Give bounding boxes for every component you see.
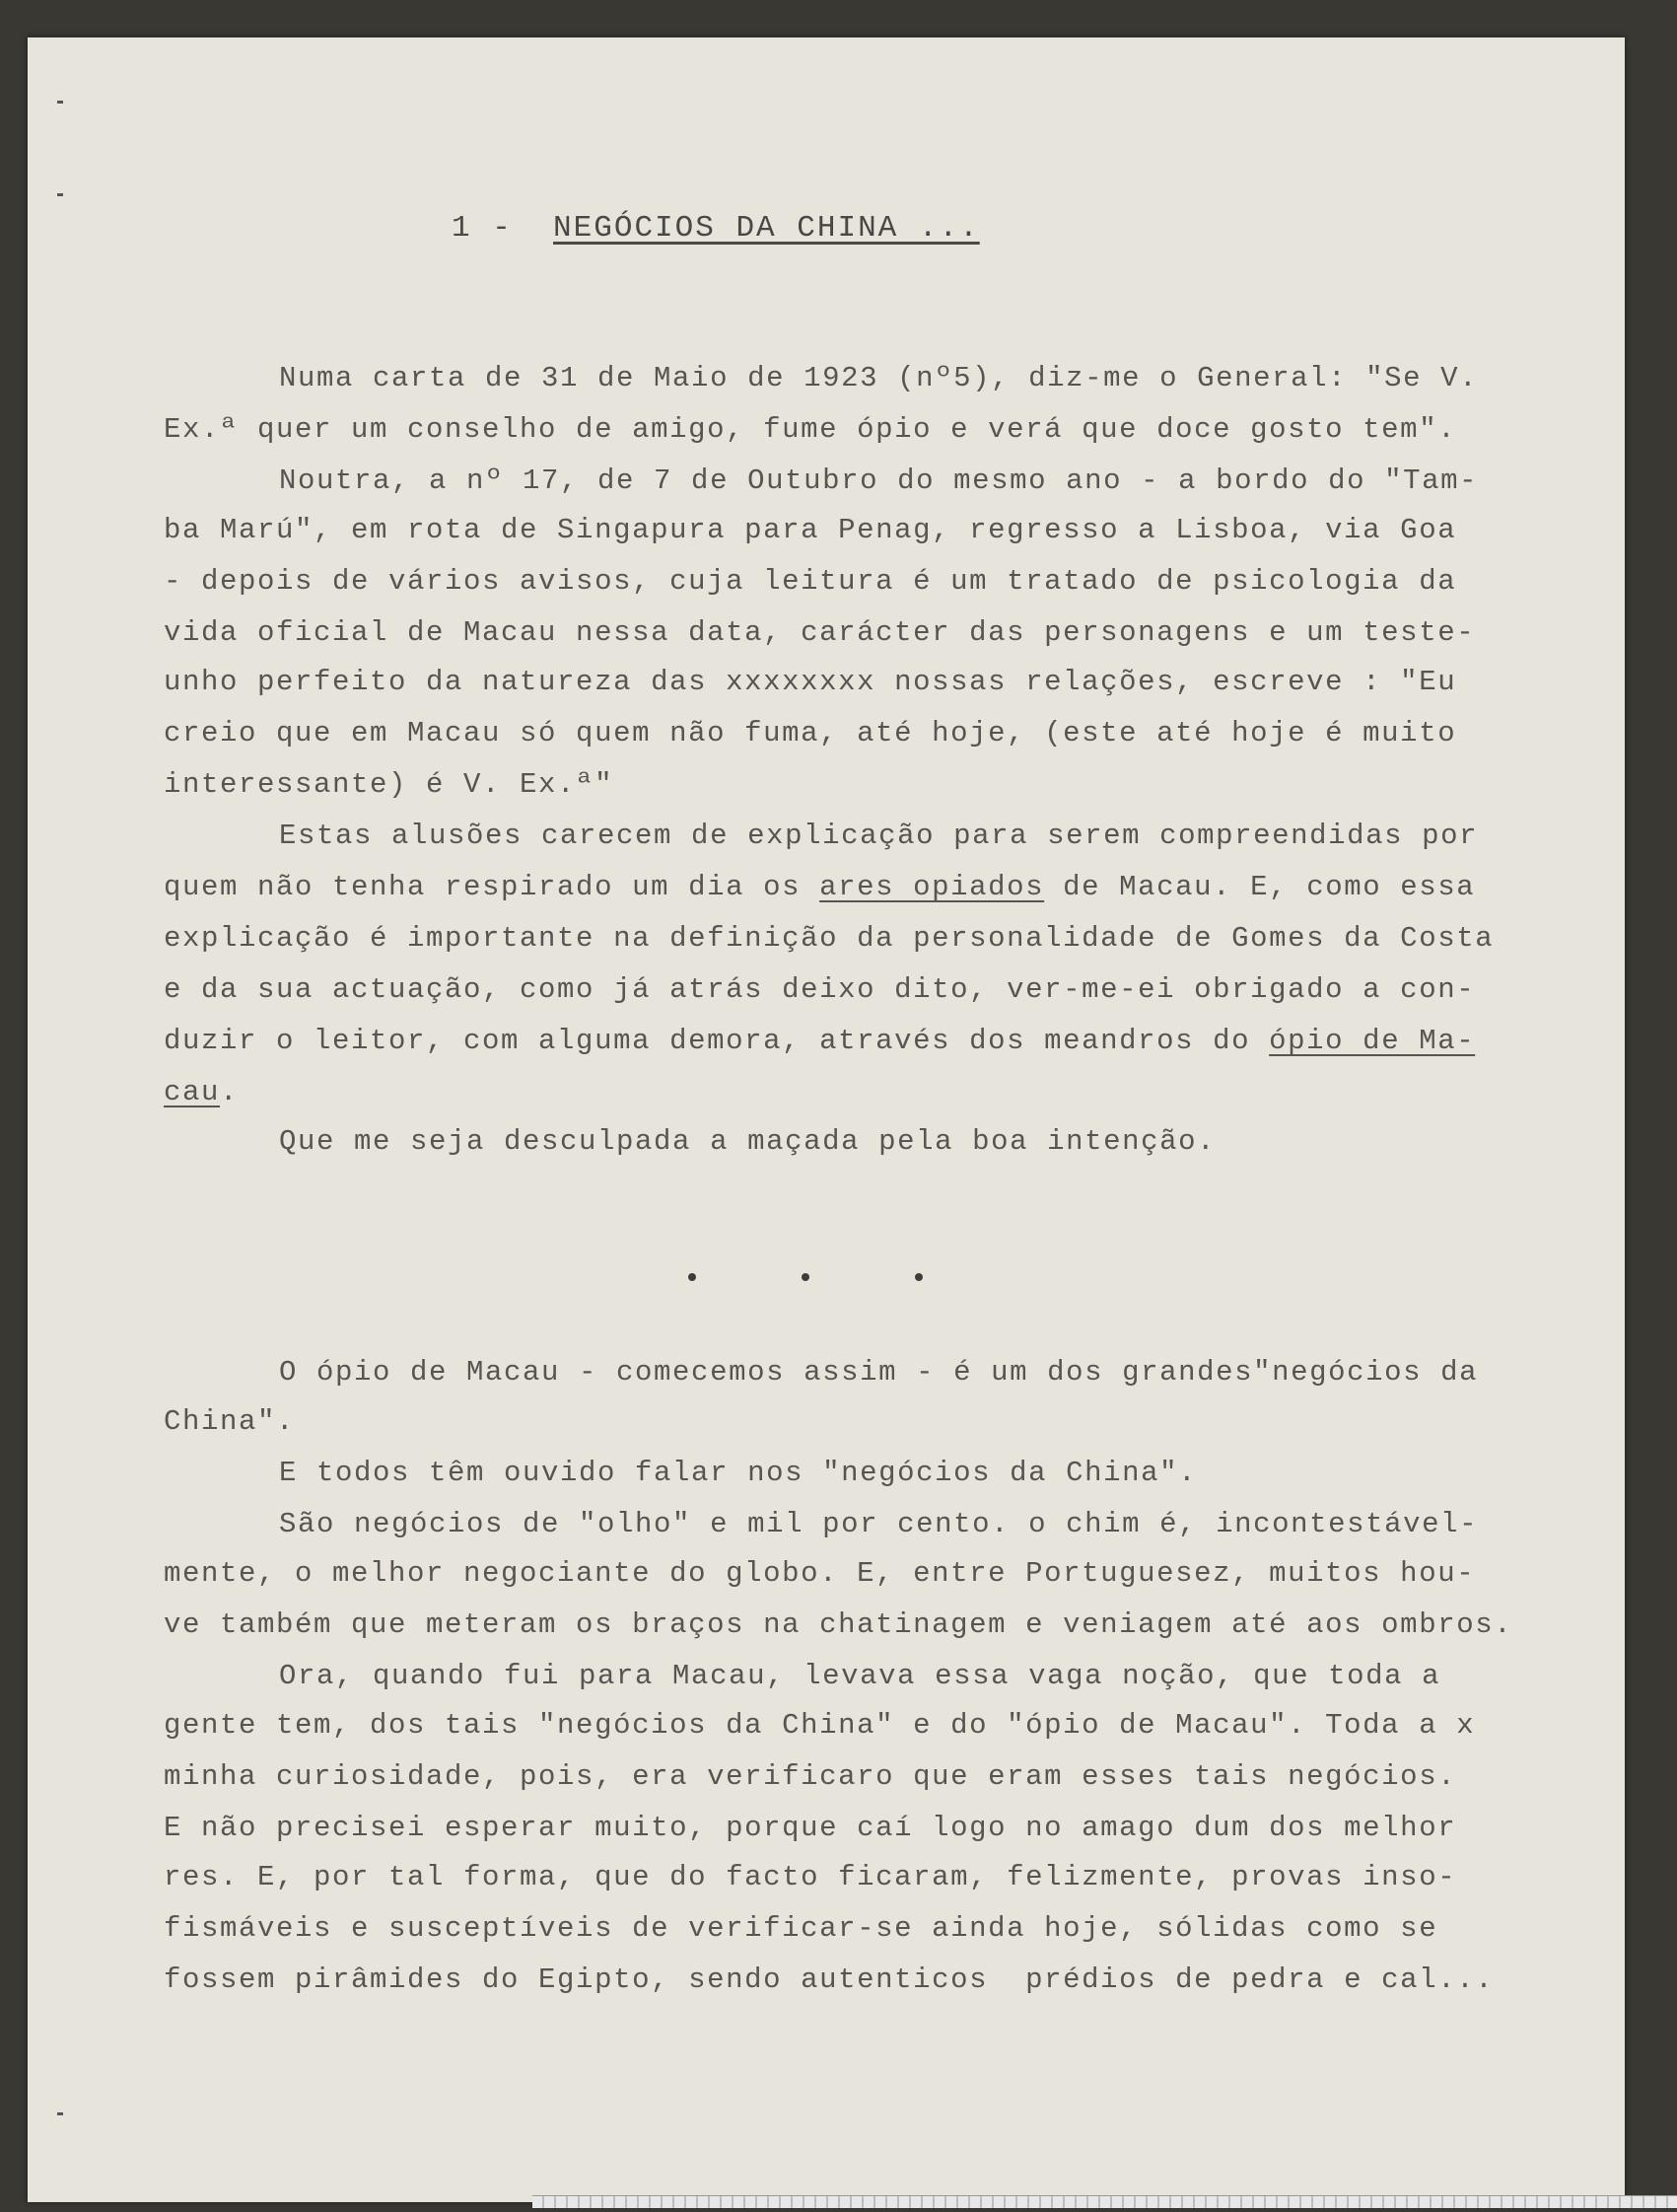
text-line: China". (164, 1405, 296, 1438)
text-fragment: de Macau. E, como essa (1044, 871, 1476, 903)
scan-ruler (532, 2195, 1677, 2208)
underlined-phrase: ares opiados (819, 871, 1045, 903)
text-line (164, 1022, 1475, 1061)
text-line: O ópio de Macau - comecemos assim - é um dos grandes"negócios da (279, 1356, 1479, 1389)
separator-dot (915, 1273, 923, 1281)
heading-title: NEGÓCIOS DA CHINA ... (553, 211, 980, 246)
chapter-heading (452, 211, 980, 246)
margin-mark (57, 2112, 63, 2115)
text-line: minha curiosidade, pois, era verificaro que eram esses tais negócios. (164, 1760, 1457, 1793)
underlined-phrase: ópio de Ma- (1269, 1025, 1476, 1057)
section-separator (659, 1273, 954, 1293)
margin-mark (57, 193, 63, 196)
text-line: fossem pirâmides do Egipto, sendo autenticos prédios de pedra e cal... (164, 1963, 1495, 1996)
text-line (164, 868, 1475, 907)
separator-dot (688, 1273, 696, 1281)
document-page (28, 37, 1625, 2202)
text-line: Numa carta de 31 de Maio de 1923 (nº5), diz-me o General: "Se V. (279, 362, 1479, 394)
text-line: E não precisei esperar muito, porque caí logo no amago dum dos melhor (164, 1812, 1457, 1844)
text-line: - depois de vários avisos, cuja leitura é um tratado de psicologia da (164, 565, 1457, 598)
text-fragment: . (220, 1076, 240, 1108)
text-line (164, 1073, 239, 1112)
text-line: Estas alusões carecem de explicação para serem compreendidas por (279, 820, 1479, 852)
underlined-phrase: cau (164, 1076, 221, 1108)
text-line: vida oficial de Macau nessa data, carácter das personagens e um teste- (164, 616, 1476, 649)
text-fragment: duzir o leitor, com alguma demora, através dos meandros do (164, 1025, 1270, 1057)
text-line: gente tem, dos tais "negócios da China" e do "ópio de Macau". Toda a x (164, 1709, 1476, 1742)
text-line: Ex.ª quer um conselho de amigo, fume ópio e verá que doce gosto tem". (164, 413, 1457, 446)
text-line: São negócios de "olho" e mil por cento. o chim é, incontestável- (279, 1508, 1479, 1540)
text-line: ba Marú", em rota de Singapura para Penag, regresso a Lisboa, via Goa (164, 514, 1457, 546)
text-line: mente, o melhor negociante do globo. E, entre Portuguesez, muitos hou- (164, 1557, 1476, 1590)
text-line: interessante) é V. Ex.ª" (164, 768, 614, 801)
text-line: E todos têm ouvido falar nos "negócios da China". (279, 1457, 1198, 1489)
text-line: fismáveis e susceptíveis de verificar-se ainda hoje, sólidas como se (164, 1912, 1438, 1945)
text-line: explicação é importante na definição da personalidade de Gomes da Costa (164, 922, 1495, 955)
heading-number: 1 - (452, 211, 513, 246)
text-line: Ora, quando fui para Macau, levava essa vaga noção, que toda a (279, 1660, 1441, 1692)
text-line: e da sua actuação, como já atrás deixo dito, ver-me-ei obrigado a con- (164, 973, 1476, 1006)
text-fragment: quem não tenha respirado um dia os (164, 871, 820, 903)
text-line: Noutra, a nº 17, de 7 de Outubro do mesmo ano - a bordo do "Tam- (279, 464, 1479, 497)
margin-mark (57, 101, 63, 104)
text-line: res. E, por tal forma, que do facto ficaram, felizmente, provas inso- (164, 1861, 1457, 1893)
text-line: ve também que meteram os braços na chatinagem e veniagem até aos ombros. (164, 1608, 1513, 1641)
text-line: creio que em Macau só quem não fuma, até hoje, (este até hoje é muito (164, 717, 1457, 749)
separator-dot (802, 1273, 809, 1281)
text-line: Que me seja desculpada a maçada pela boa intenção. (279, 1125, 1217, 1158)
text-line: unho perfeito da natureza das xxxxxxxx nossas relações, escreve : "Eu (164, 666, 1457, 698)
